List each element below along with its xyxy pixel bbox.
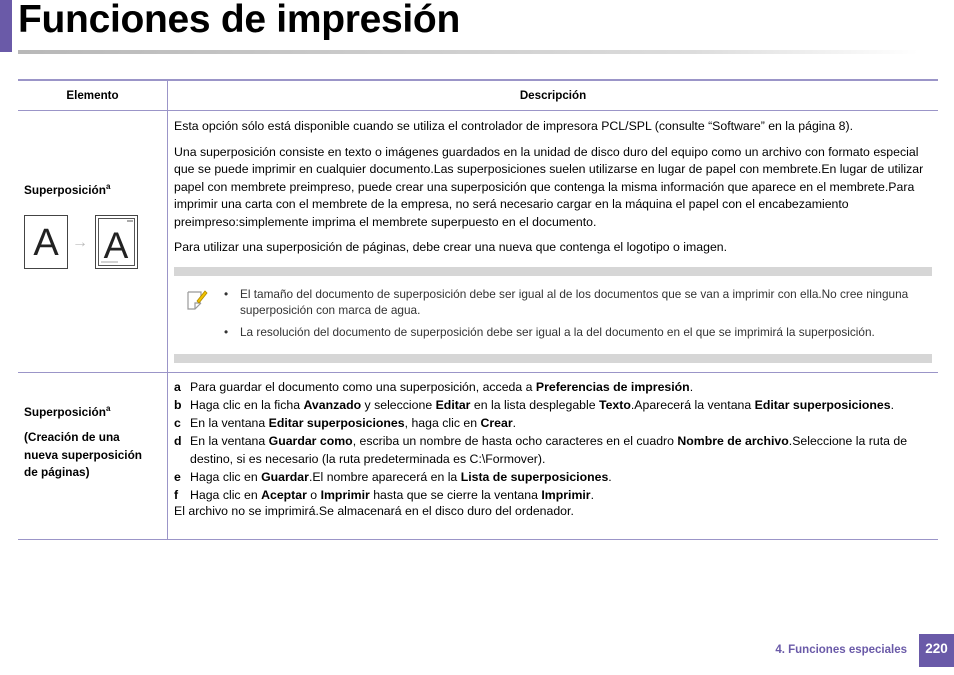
element-cell xyxy=(18,373,168,540)
step-item: e Haga clic en Guardar.El nombre aparecerá en la Lista de superposiciones. xyxy=(174,470,612,484)
column-header-element: Elemento xyxy=(18,80,168,111)
table-row xyxy=(18,111,938,373)
step-item: a Para guardar el documento como una superposición, acceda a Preferencias de impresión. xyxy=(174,380,694,394)
step-list xyxy=(174,378,932,504)
feature-table xyxy=(18,79,938,540)
paragraph: Una superposición consiste en texto o imágenes guardados en la unidad de disco duro del equipo como un archivo con formato especial que se puede imprimir en cualquier documento.Las superposiciones suelen utilizarse en lugar de papel con membrete.En lugar de utilizar papel con membrete preimpreso, puede crear una superposición que contenga la misma información que aparece en el membrete.Para imprimir una carta con el membrete de la empresa, no será necesario cargar en la máquina el papel con el encabezamiento preimpreso:simplemente imprima el membrete superpuesto en el documento. xyxy=(174,144,924,229)
paragraph: Para utilizar una superposición de páginas, debe crear una nueva que contenga el logotipo o imagen. xyxy=(174,240,728,254)
element-label: Superposición$^a$ xyxy=(24,182,111,197)
arrow-right-icon: → xyxy=(72,234,88,251)
note-box xyxy=(174,267,932,363)
page-title: Funciones de impresión xyxy=(18,0,460,41)
overlay-illustration xyxy=(23,214,141,272)
note-item: • La resolución del documento de superposición debe ser igual a la del documento en el que se imprimirá la superposición. xyxy=(224,324,875,339)
description-cell xyxy=(168,111,939,373)
element-label: Superposición$^a$ xyxy=(24,404,111,419)
original-page-letter: A xyxy=(33,222,59,264)
note-pencil-icon xyxy=(186,289,208,311)
description-cell xyxy=(168,373,939,540)
overlaid-page-letter: A xyxy=(103,225,129,266)
step-item: b Haga clic en la ficha Avanzado y seleccione Editar en la lista desplegable Texto.Aparecerá la ventana Editar superposiciones. xyxy=(174,398,895,412)
step-item: d En la ventana Guardar como, escriba un nombre de hasta ocho caracteres en el cuadro Nombre de archivo.Seleccione la ruta de destino, si es necesario (la ruta predeterminada es C:\Formover). xyxy=(174,434,908,466)
title-divider xyxy=(18,50,918,54)
title-accent-bar xyxy=(0,0,12,52)
element-sublabel: (Creación de una nueva superposición de páginas) xyxy=(24,430,142,479)
page-number: 220 xyxy=(919,634,954,667)
table-row xyxy=(18,373,938,540)
column-header-description: Descripción xyxy=(168,80,939,111)
paragraph: Esta opción sólo está disponible cuando se utiliza el controlador de impresora PCL/SPL (consulte “Software” en la página 8). xyxy=(174,119,853,133)
note-item: • El tamaño del documento de superposición debe ser igual al de los documentos que se van a imprimir con ella.No cree ninguna superposición con marca de agua. xyxy=(224,286,909,317)
step-item: f Haga clic en Aceptar o Imprimir hasta que se cierre la ventana Imprimir. xyxy=(174,488,594,502)
step-note: El archivo no se imprimirá.Se almacenará en el disco duro del ordenador. xyxy=(174,504,574,518)
element-cell xyxy=(18,111,168,373)
step-item: c En la ventana Editar superposiciones, haga clic en Crear. xyxy=(174,416,517,430)
footer-section-label: 4. Funciones especiales xyxy=(775,644,907,656)
